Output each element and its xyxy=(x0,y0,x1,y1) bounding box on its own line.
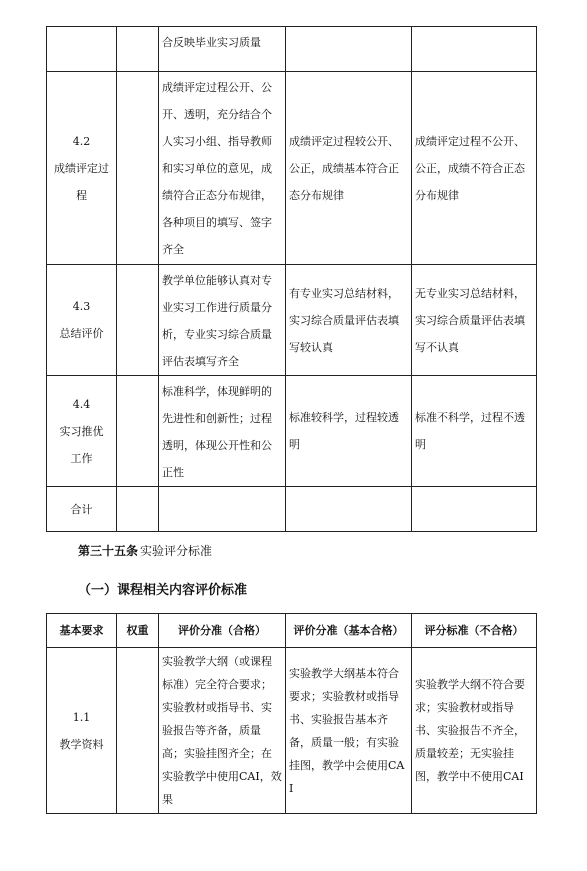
basic-qualified-cell: 成绩评定过程较公开、公正，成绩基本符合正态分布规律 xyxy=(286,72,412,265)
unqualified-cell: 无专业实习总结材料，实习综合质量评估表填写不认真 xyxy=(412,265,537,376)
item-name: 教学资料 xyxy=(59,737,104,751)
table-row xyxy=(47,265,537,376)
basic-qualified-cell: 实验教学大纲基本符合要求；实验教材或指导书、实验报告基本齐备，质量一般；有实验挂图，教学中会使用CAI xyxy=(286,648,412,814)
item-name-cont: 程 xyxy=(76,188,87,202)
qualified-cell: 成绩评定过程公开、公开、透明，充分结合个人实习小组、指导教师和实习单位的意见，成绩符合正态分布规律，各种项目的填写、签字齐全 xyxy=(159,72,286,265)
item-number: 4.4 xyxy=(72,397,91,411)
table-header-row xyxy=(47,614,537,648)
section-heading: （一）课程相关内容评价标准 xyxy=(78,583,248,598)
weight-cell xyxy=(117,376,159,487)
table-row xyxy=(47,27,537,72)
header-qualified: 评价分准（合格） xyxy=(159,614,286,648)
weight-cell xyxy=(117,648,159,814)
practice-evaluation-table xyxy=(46,26,537,532)
weight-cell xyxy=(117,265,159,376)
unqualified-cell: 成绩评定过程不公开、公正，成绩不符合正态分布规律 xyxy=(412,72,537,265)
unqualified-cell xyxy=(412,27,537,72)
basic-qualified-cell xyxy=(286,27,412,72)
item-cell xyxy=(47,648,117,814)
header-unqualified: 评分标准（不合格） xyxy=(412,614,537,648)
unqualified-cell: 实验教学大纲不符合要求；实验教材或指导书、实验报告不齐全，质量较差；无实验挂图，教学中不使用CAI xyxy=(412,648,537,814)
item-number: 4.3 xyxy=(72,300,91,313)
item-name: 成绩评定过 xyxy=(54,161,109,175)
item-cell xyxy=(47,27,117,72)
item-name-cont: 工作 xyxy=(70,451,93,465)
qualified-cell xyxy=(159,487,286,532)
basic-qualified-cell: 有专业实习总结材料，实习综合质量评估表填写较认真 xyxy=(286,265,412,376)
item-cell xyxy=(47,376,117,487)
basic-qualified-cell xyxy=(286,487,412,532)
qualified-cell: 标准科学，体现鲜明的先进性和创新性；过程透明，体现公开性和公正性 xyxy=(159,376,286,487)
weight-cell xyxy=(117,72,159,265)
item-name: 实习推优 xyxy=(59,424,104,438)
item-number: 4.2 xyxy=(72,134,91,148)
total-cell: 合计 xyxy=(47,487,117,532)
weight-cell xyxy=(117,487,159,532)
qualified-cell: 实验教学大纲（或课程标准）完全符合要求；实验教材或指导书、实验报告等齐备，质量高；实验挂图齐全；在实验教学中使用CAI，效果 xyxy=(159,648,286,814)
item-cell xyxy=(47,72,117,265)
unqualified-cell: 标准不科学，过程不透明 xyxy=(412,376,537,487)
header-basic-requirement: 基本要求 xyxy=(47,614,117,648)
header-weight: 权重 xyxy=(117,614,159,648)
header-basic-qualified: 评价分准（基本合格） xyxy=(286,614,412,648)
article-title: 实验评分标准 xyxy=(140,544,213,558)
item-number: 1.1 xyxy=(72,710,91,724)
table-row xyxy=(47,72,537,265)
item-cell xyxy=(47,265,117,376)
unqualified-cell xyxy=(412,487,537,532)
experiment-evaluation-table xyxy=(46,613,537,814)
table-row xyxy=(47,487,537,532)
table-row xyxy=(47,376,537,487)
article-number: 第三十五条 xyxy=(78,544,139,558)
basic-qualified-cell: 标准较科学，过程较透明 xyxy=(286,376,412,487)
qualified-cell: 教学单位能够认真对专业实习工作进行质量分析，专业实习综合质量评估表填写齐全 xyxy=(159,265,286,376)
article-heading xyxy=(78,540,212,562)
table-row xyxy=(47,648,537,814)
qualified-cell: 合反映毕业实习质量 xyxy=(159,27,286,72)
weight-cell xyxy=(117,27,159,72)
item-name: 总结评价 xyxy=(59,327,104,340)
